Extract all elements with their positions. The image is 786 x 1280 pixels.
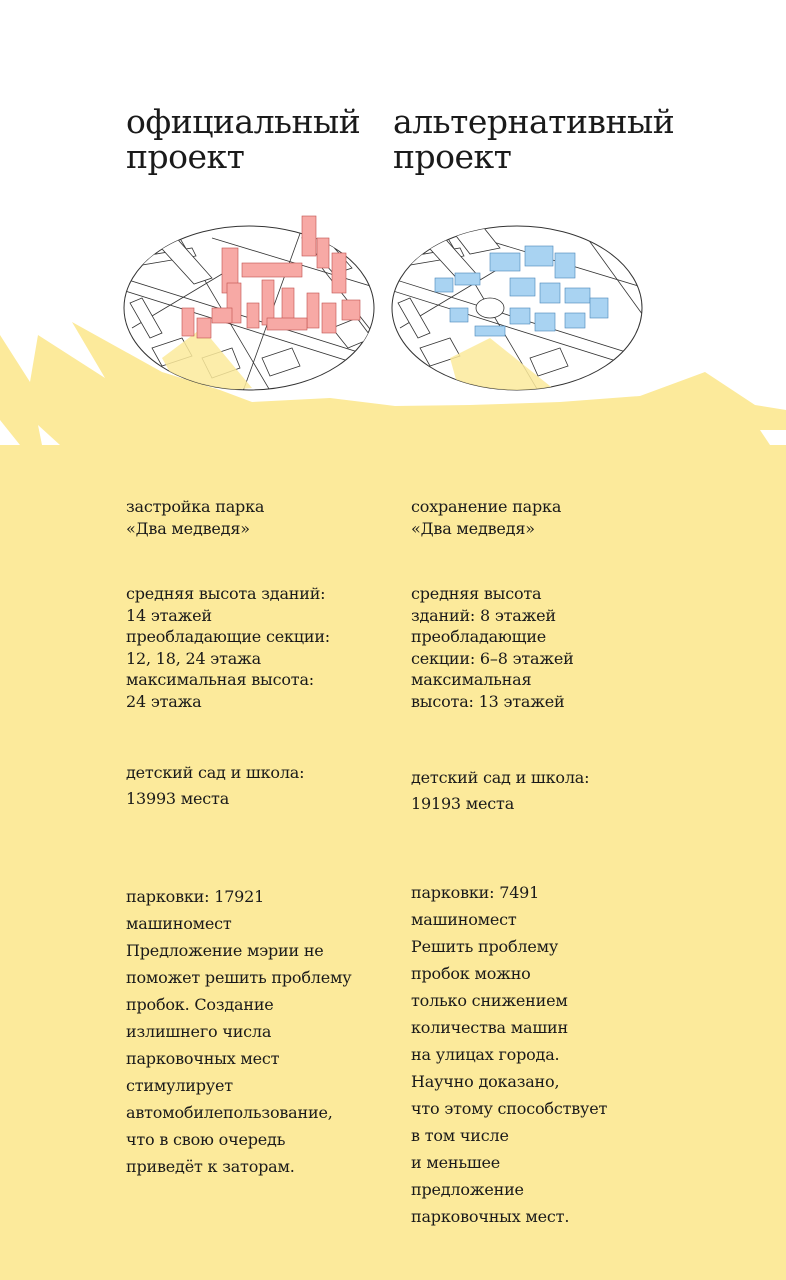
official-project-heading: официальный проект (126, 102, 361, 176)
official-school-title: детский сад и школа: (126, 763, 305, 782)
alternative-project-map-illustration (390, 208, 645, 394)
official-height-text: средняя высота зданий: 14 этажей преобладающие секции: 12, 18, 24 этажа максимальная высота: 24 этажа (126, 584, 330, 711)
alternative-school-title: детский сад и школа: (411, 768, 590, 787)
alternative-parking-text: парковки: 7491 машиномест Решить проблему пробок можно только снижением количества машин на улицах города. Научно доказано, что этому способствует в том числе и меньшее предложение парковочных мест. (411, 883, 608, 1226)
alternative-project-heading: альтернативный проект (393, 102, 675, 176)
official-school-value: 13993 места (126, 789, 230, 808)
alternative-school-value: 19193 места (411, 794, 515, 813)
alternative-height-text: средняя высота зданий: 8 этажей преобладающие секции: 6–8 этажей максимальная высота: 13 этажей (411, 584, 574, 711)
official-park-text: застройка парка «Два медведя» (126, 497, 265, 538)
alternative-park-text: сохранение парка «Два медведя» (411, 497, 562, 538)
official-project-map-illustration (122, 208, 377, 394)
official-parking-text: парковки: 17921 машиномест Предложение мэрии не поможет решить проблему пробок. Создание излишнего числа парковочных мест стимулирует автомобилепользование, что в свою очередь приведёт к заторам. (126, 887, 352, 1176)
